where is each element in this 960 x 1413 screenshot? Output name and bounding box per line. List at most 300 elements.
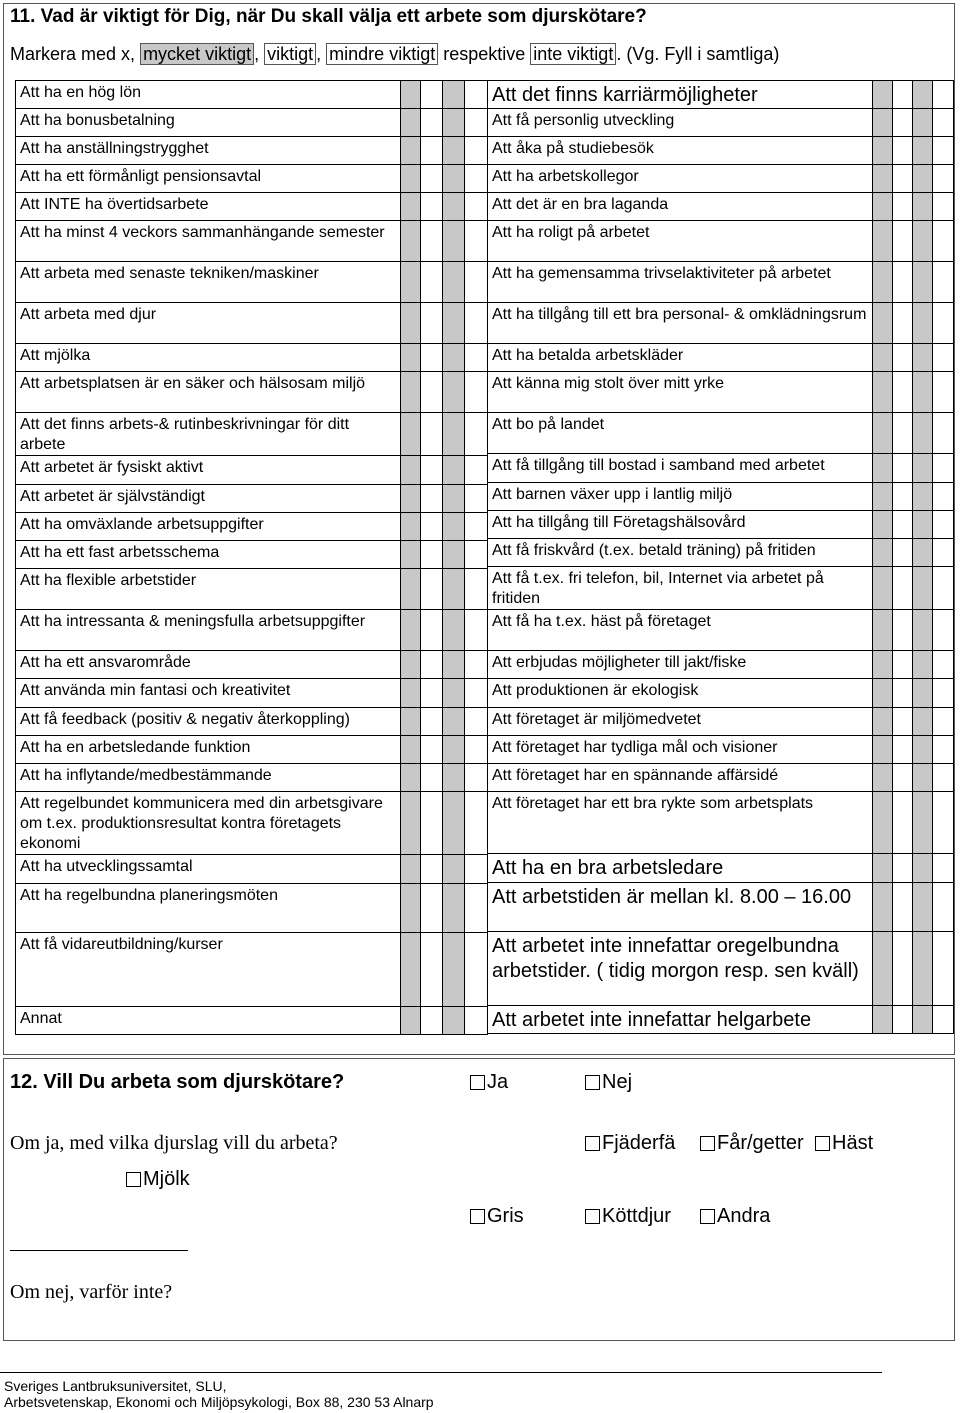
rating-cell[interactable] — [401, 221, 421, 262]
animal-label: Fjäderfä — [602, 1132, 676, 1154]
table-row — [16, 736, 488, 764]
table-row — [16, 855, 488, 884]
rating-cell[interactable] — [421, 344, 443, 372]
rating-cell[interactable] — [873, 708, 893, 736]
rating-cell[interactable] — [893, 539, 913, 567]
rating-cell[interactable] — [913, 736, 933, 764]
rating-cell[interactable] — [873, 610, 893, 651]
rating-cell[interactable] — [873, 932, 893, 1006]
rating-cell[interactable] — [443, 736, 465, 764]
table-row — [488, 708, 954, 736]
rating-cell[interactable] — [913, 651, 933, 679]
animal-option-andra[interactable] — [700, 1205, 770, 1228]
rating-cell[interactable] — [443, 541, 465, 569]
animal-option-mjolk[interactable] — [126, 1168, 190, 1191]
rating-cell[interactable] — [401, 736, 421, 764]
rating-cell[interactable] — [873, 137, 893, 165]
rating-cell[interactable] — [873, 165, 893, 193]
rating-cell[interactable] — [893, 454, 913, 483]
rating-cell[interactable] — [421, 679, 443, 708]
rating-cell[interactable] — [873, 372, 893, 413]
table-row — [16, 372, 488, 413]
rating-cell[interactable] — [873, 539, 893, 567]
rating-cell[interactable] — [443, 221, 465, 262]
rating-cell[interactable] — [465, 764, 488, 792]
rating-cell[interactable] — [913, 137, 933, 165]
rating-cell[interactable] — [443, 137, 465, 165]
rating-cell[interactable] — [893, 883, 913, 932]
row-label: Att ha bonusbetalning — [16, 109, 401, 137]
checkbox-icon[interactable] — [126, 1172, 141, 1187]
table-row — [488, 303, 954, 344]
rating-cell[interactable] — [443, 651, 465, 679]
rating-cell[interactable] — [465, 193, 488, 221]
checkbox-icon[interactable] — [470, 1075, 485, 1090]
rating-cell[interactable] — [933, 413, 954, 454]
rating-cell[interactable] — [421, 792, 443, 855]
rating-cell[interactable] — [873, 1006, 893, 1034]
checkbox-icon[interactable] — [585, 1075, 600, 1090]
animal-option-gris[interactable] — [470, 1205, 524, 1228]
rating-cell[interactable] — [443, 456, 465, 485]
checkbox-icon[interactable] — [470, 1209, 485, 1224]
rating-cell[interactable] — [421, 221, 443, 262]
rating-cell[interactable] — [913, 708, 933, 736]
checkbox-icon[interactable] — [585, 1209, 600, 1224]
rating-cell[interactable] — [401, 679, 421, 708]
rating-cell[interactable] — [873, 854, 893, 883]
option-inte-viktigt: inte viktigt — [530, 43, 616, 65]
rating-cell[interactable] — [443, 262, 465, 303]
rating-cell[interactable] — [873, 109, 893, 137]
rating-cell[interactable] — [443, 413, 465, 456]
rating-cell[interactable] — [893, 137, 913, 165]
rating-cell[interactable] — [401, 413, 421, 456]
rating-cell[interactable] — [933, 932, 954, 1006]
checkbox-icon[interactable] — [815, 1136, 830, 1151]
rating-cell[interactable] — [873, 454, 893, 483]
table-row — [488, 567, 954, 610]
rating-cell[interactable] — [893, 854, 913, 883]
rating-cell[interactable] — [465, 303, 488, 344]
rating-cell[interactable] — [401, 884, 421, 933]
right-rating-table — [487, 80, 954, 1034]
rating-cell[interactable] — [873, 413, 893, 454]
row-label: Att arbetet är självständigt — [16, 485, 401, 513]
rating-cell[interactable] — [873, 651, 893, 679]
row-label: Att arbeta med djur — [16, 303, 401, 344]
rating-cell[interactable] — [933, 883, 954, 932]
question-11-instruction — [10, 44, 779, 65]
rating-cell[interactable] — [421, 884, 443, 933]
rating-cell[interactable] — [421, 651, 443, 679]
table-row — [488, 792, 954, 854]
rating-cell[interactable] — [933, 137, 954, 165]
rating-cell[interactable] — [913, 221, 933, 262]
rating-cell[interactable] — [873, 679, 893, 708]
rating-cell[interactable] — [873, 883, 893, 932]
row-label: Att ha anställningstrygghet — [16, 137, 401, 165]
rating-cell[interactable] — [893, 221, 913, 262]
row-label: Att ha ett ansvarområde — [16, 651, 401, 679]
row-label: Att ha omväxlande arbetsuppgifter — [16, 513, 401, 541]
row-label: Att få feedback (positiv & negativ återkoppling) — [16, 708, 401, 736]
rating-cell[interactable] — [933, 483, 954, 511]
rating-cell[interactable] — [913, 413, 933, 454]
option-mycket-viktigt: mycket viktigt — [140, 43, 254, 65]
rating-cell[interactable] — [421, 193, 443, 221]
footer-divider — [0, 1372, 882, 1373]
table-row — [488, 610, 954, 651]
rating-cell[interactable] — [913, 483, 933, 511]
rating-cell[interactable] — [913, 81, 933, 109]
rating-cell[interactable] — [465, 413, 488, 456]
rating-cell[interactable] — [933, 193, 954, 221]
table-row — [16, 193, 488, 221]
rating-cell[interactable] — [401, 933, 421, 1007]
rating-cell[interactable] — [401, 708, 421, 736]
rating-cell[interactable] — [465, 344, 488, 372]
rating-cell[interactable] — [933, 81, 954, 109]
rating-cell[interactable] — [465, 708, 488, 736]
rating-cell[interactable] — [421, 109, 443, 137]
row-label: Att ha en arbetsledande funktion — [16, 736, 401, 764]
rating-cell[interactable] — [913, 165, 933, 193]
rating-cell[interactable] — [933, 262, 954, 303]
table-row — [488, 262, 954, 303]
rating-cell[interactable] — [401, 193, 421, 221]
rating-cell[interactable] — [401, 137, 421, 165]
rating-cell[interactable] — [465, 736, 488, 764]
rating-cell[interactable] — [401, 569, 421, 610]
checkbox-icon[interactable] — [700, 1209, 715, 1224]
rating-cell[interactable] — [873, 764, 893, 792]
animal-option-far-getter[interactable] — [700, 1132, 804, 1155]
rating-cell[interactable] — [401, 855, 421, 884]
rating-cell[interactable] — [933, 372, 954, 413]
row-label: Att ha minst 4 veckors sammanhängande semester — [16, 221, 401, 262]
table-row — [16, 541, 488, 569]
rating-cell[interactable] — [933, 303, 954, 344]
rating-cell[interactable] — [873, 483, 893, 511]
rating-cell[interactable] — [893, 483, 913, 511]
rating-cell[interactable] — [421, 855, 443, 884]
rating-cell[interactable] — [893, 372, 913, 413]
rating-cell[interactable] — [401, 81, 421, 109]
rating-cell[interactable] — [401, 303, 421, 344]
rating-cell[interactable] — [443, 933, 465, 1007]
table-row — [16, 303, 488, 344]
rating-cell[interactable] — [465, 855, 488, 884]
rating-cell[interactable] — [933, 539, 954, 567]
rating-cell[interactable] — [933, 679, 954, 708]
row-label: Att få friskvård (t.ex. betald träning) på fritiden — [488, 539, 873, 567]
rating-cell[interactable] — [401, 541, 421, 569]
option-mindre-viktigt: mindre viktigt — [326, 43, 438, 65]
rating-cell[interactable] — [893, 109, 913, 137]
rating-cell[interactable] — [913, 792, 933, 854]
animal-option-kottdjur[interactable] — [585, 1205, 671, 1228]
rating-cell[interactable] — [873, 736, 893, 764]
table-row — [16, 1007, 488, 1035]
row-label: Att det finns karriärmöjligheter — [488, 81, 873, 109]
rating-cell[interactable] — [465, 1007, 488, 1035]
rating-cell[interactable] — [465, 884, 488, 933]
rating-cell[interactable] — [913, 539, 933, 567]
table-row — [16, 413, 488, 456]
row-label: Att ha roligt på arbetet — [488, 221, 873, 262]
rating-cell[interactable] — [913, 344, 933, 372]
rating-cell[interactable] — [465, 610, 488, 651]
rating-cell[interactable] — [913, 303, 933, 344]
rating-cell[interactable] — [401, 344, 421, 372]
rating-cell[interactable] — [893, 932, 913, 1006]
rating-cell[interactable] — [873, 193, 893, 221]
rating-cell[interactable] — [443, 193, 465, 221]
rating-cell[interactable] — [893, 764, 913, 792]
row-label: Att ha tillgång till Företagshälsovård — [488, 511, 873, 539]
rating-cell[interactable] — [421, 485, 443, 513]
rating-cell[interactable] — [443, 679, 465, 708]
row-label: Att ha ett fast arbetsschema — [16, 541, 401, 569]
row-label: Att mjölka — [16, 344, 401, 372]
row-label: Att företaget har ett bra rykte som arbetsplats — [488, 792, 873, 854]
rating-cell[interactable] — [443, 485, 465, 513]
rating-cell[interactable] — [443, 764, 465, 792]
row-label: Att få tillgång till bostad i samband med arbetet — [488, 454, 873, 483]
rating-cell[interactable] — [933, 109, 954, 137]
rating-cell[interactable] — [933, 736, 954, 764]
rating-cell[interactable] — [465, 262, 488, 303]
rating-cell[interactable] — [873, 511, 893, 539]
rating-cell[interactable] — [913, 109, 933, 137]
rating-cell[interactable] — [933, 610, 954, 651]
rating-cell[interactable] — [933, 651, 954, 679]
rating-cell[interactable] — [893, 708, 913, 736]
rating-cell[interactable] — [421, 513, 443, 541]
rating-cell[interactable] — [933, 708, 954, 736]
rating-cell[interactable] — [443, 708, 465, 736]
rating-cell[interactable] — [465, 456, 488, 485]
animal-option-fjaderfa[interactable] — [585, 1132, 675, 1155]
rating-cell[interactable] — [465, 81, 488, 109]
rating-cell[interactable] — [933, 165, 954, 193]
separator: , — [254, 44, 260, 64]
rating-cell[interactable] — [401, 792, 421, 855]
table-row — [488, 736, 954, 764]
table-row — [16, 792, 488, 855]
rating-cell[interactable] — [913, 610, 933, 651]
rating-cell[interactable] — [893, 193, 913, 221]
rating-cell[interactable] — [913, 854, 933, 883]
rating-cell[interactable] — [893, 792, 913, 854]
rating-cell[interactable] — [465, 541, 488, 569]
rating-cell[interactable] — [893, 679, 913, 708]
rating-cell[interactable] — [933, 511, 954, 539]
table-row — [488, 193, 954, 221]
rating-cell[interactable] — [401, 1007, 421, 1035]
rating-cell[interactable] — [443, 792, 465, 855]
row-label: Att ha betalda arbetskläder — [488, 344, 873, 372]
rating-cell[interactable] — [873, 81, 893, 109]
rating-cell[interactable] — [893, 651, 913, 679]
rating-cell[interactable] — [933, 344, 954, 372]
rating-cell[interactable] — [913, 454, 933, 483]
rating-cell[interactable] — [401, 456, 421, 485]
rating-cell[interactable] — [421, 81, 443, 109]
table-row — [488, 854, 954, 883]
row-label: Att erbjudas möjligheter till jakt/fiske — [488, 651, 873, 679]
rating-cell[interactable] — [913, 883, 933, 932]
rating-cell[interactable] — [933, 764, 954, 792]
rating-cell[interactable] — [465, 933, 488, 1007]
rating-cell[interactable] — [421, 764, 443, 792]
rating-cell[interactable] — [465, 221, 488, 262]
rating-cell[interactable] — [443, 1007, 465, 1035]
rating-cell[interactable] — [893, 736, 913, 764]
rating-cell[interactable] — [401, 610, 421, 651]
left-rating-table — [15, 80, 488, 1035]
rating-cell[interactable] — [443, 303, 465, 344]
rating-cell[interactable] — [421, 569, 443, 610]
rating-cell[interactable] — [913, 679, 933, 708]
rating-cell[interactable] — [443, 569, 465, 610]
rating-cell[interactable] — [443, 109, 465, 137]
row-label: Att företaget är miljömedvetet — [488, 708, 873, 736]
rating-cell[interactable] — [913, 262, 933, 303]
row-label: Att barnen växer upp i lantlig miljö — [488, 483, 873, 511]
yes-option[interactable] — [470, 1071, 508, 1094]
rating-cell[interactable] — [401, 513, 421, 541]
rating-cell[interactable] — [873, 262, 893, 303]
rating-cell[interactable] — [421, 708, 443, 736]
rating-cell[interactable] — [421, 303, 443, 344]
row-label: Att det är en bra laganda — [488, 193, 873, 221]
no-option[interactable] — [585, 1071, 632, 1094]
rating-cell[interactable] — [465, 792, 488, 855]
rating-cell[interactable] — [421, 413, 443, 456]
rating-cell[interactable] — [465, 165, 488, 193]
rating-cell[interactable] — [421, 262, 443, 303]
rating-cell[interactable] — [465, 137, 488, 165]
rating-cell[interactable] — [421, 610, 443, 651]
rating-cell[interactable] — [893, 344, 913, 372]
rating-cell[interactable] — [443, 855, 465, 884]
rating-cell[interactable] — [913, 193, 933, 221]
rating-cell[interactable] — [893, 81, 913, 109]
row-label: Att arbetet är fysiskt aktivt — [16, 456, 401, 485]
row-label: Att känna mig stolt över mitt yrke — [488, 372, 873, 413]
rating-cell[interactable] — [893, 413, 913, 454]
table-row — [488, 511, 954, 539]
rating-cell[interactable] — [421, 165, 443, 193]
rating-cell[interactable] — [913, 372, 933, 413]
rating-cell[interactable] — [893, 567, 913, 610]
rating-cell[interactable] — [465, 651, 488, 679]
answer-line[interactable] — [10, 1250, 188, 1251]
rating-cell[interactable] — [873, 792, 893, 854]
rating-cell[interactable] — [893, 511, 913, 539]
rating-cell[interactable] — [465, 372, 488, 413]
table-row — [16, 679, 488, 708]
rating-cell[interactable] — [893, 303, 913, 344]
rating-cell[interactable] — [421, 456, 443, 485]
animal-label: Gris — [487, 1205, 524, 1227]
rating-cell[interactable] — [443, 610, 465, 651]
rating-cell[interactable] — [465, 513, 488, 541]
table-row — [16, 81, 488, 109]
table-row — [16, 884, 488, 933]
table-row — [488, 137, 954, 165]
table-row — [488, 483, 954, 511]
rating-cell[interactable] — [401, 262, 421, 303]
rating-cell[interactable] — [873, 303, 893, 344]
rating-cell[interactable] — [421, 372, 443, 413]
rating-cell[interactable] — [443, 165, 465, 193]
rating-cell[interactable] — [933, 1006, 954, 1034]
rating-cell[interactable] — [893, 1006, 913, 1034]
rating-cell[interactable] — [443, 81, 465, 109]
rating-cell[interactable] — [893, 610, 913, 651]
rating-cell[interactable] — [913, 567, 933, 610]
rating-cell[interactable] — [421, 933, 443, 1007]
rating-cell[interactable] — [421, 137, 443, 165]
yes-label: Ja — [487, 1071, 509, 1093]
rating-cell[interactable] — [401, 651, 421, 679]
rating-cell[interactable] — [443, 884, 465, 933]
rating-cell[interactable] — [401, 109, 421, 137]
rating-cell[interactable] — [873, 344, 893, 372]
rating-cell[interactable] — [873, 567, 893, 610]
row-label: Att företaget har en spännande affärsidé — [488, 764, 873, 792]
rating-cell[interactable] — [933, 567, 954, 610]
rating-cell[interactable] — [421, 1007, 443, 1035]
rating-cell[interactable] — [933, 454, 954, 483]
table-row — [16, 221, 488, 262]
rating-cell[interactable] — [401, 764, 421, 792]
rating-cell[interactable] — [893, 262, 913, 303]
rating-cell[interactable] — [465, 569, 488, 610]
row-label: Att ha intressanta & meningsfulla arbetsuppgifter — [16, 610, 401, 651]
rating-cell[interactable] — [933, 792, 954, 854]
rating-cell[interactable] — [933, 221, 954, 262]
rating-cell[interactable] — [913, 764, 933, 792]
rating-cell[interactable] — [933, 854, 954, 883]
rating-cell[interactable] — [401, 372, 421, 413]
rating-cell[interactable] — [913, 511, 933, 539]
checkbox-icon[interactable] — [700, 1136, 715, 1151]
rating-cell[interactable] — [893, 165, 913, 193]
animal-option-hast[interactable] — [815, 1132, 873, 1155]
rating-cell[interactable] — [443, 513, 465, 541]
rating-cell[interactable] — [421, 736, 443, 764]
rating-cell[interactable] — [401, 165, 421, 193]
rating-cell[interactable] — [873, 221, 893, 262]
rating-cell[interactable] — [421, 541, 443, 569]
checkbox-icon[interactable] — [585, 1136, 600, 1151]
rating-cell[interactable] — [443, 344, 465, 372]
rating-cell[interactable] — [913, 1006, 933, 1034]
rating-cell[interactable] — [913, 932, 933, 1006]
rating-cell[interactable] — [465, 679, 488, 708]
rating-cell[interactable] — [443, 372, 465, 413]
rating-cell[interactable] — [465, 109, 488, 137]
table-row — [16, 456, 488, 485]
table-row — [488, 165, 954, 193]
rating-cell[interactable] — [401, 485, 421, 513]
rating-cell[interactable] — [465, 485, 488, 513]
table-row — [16, 933, 488, 1007]
